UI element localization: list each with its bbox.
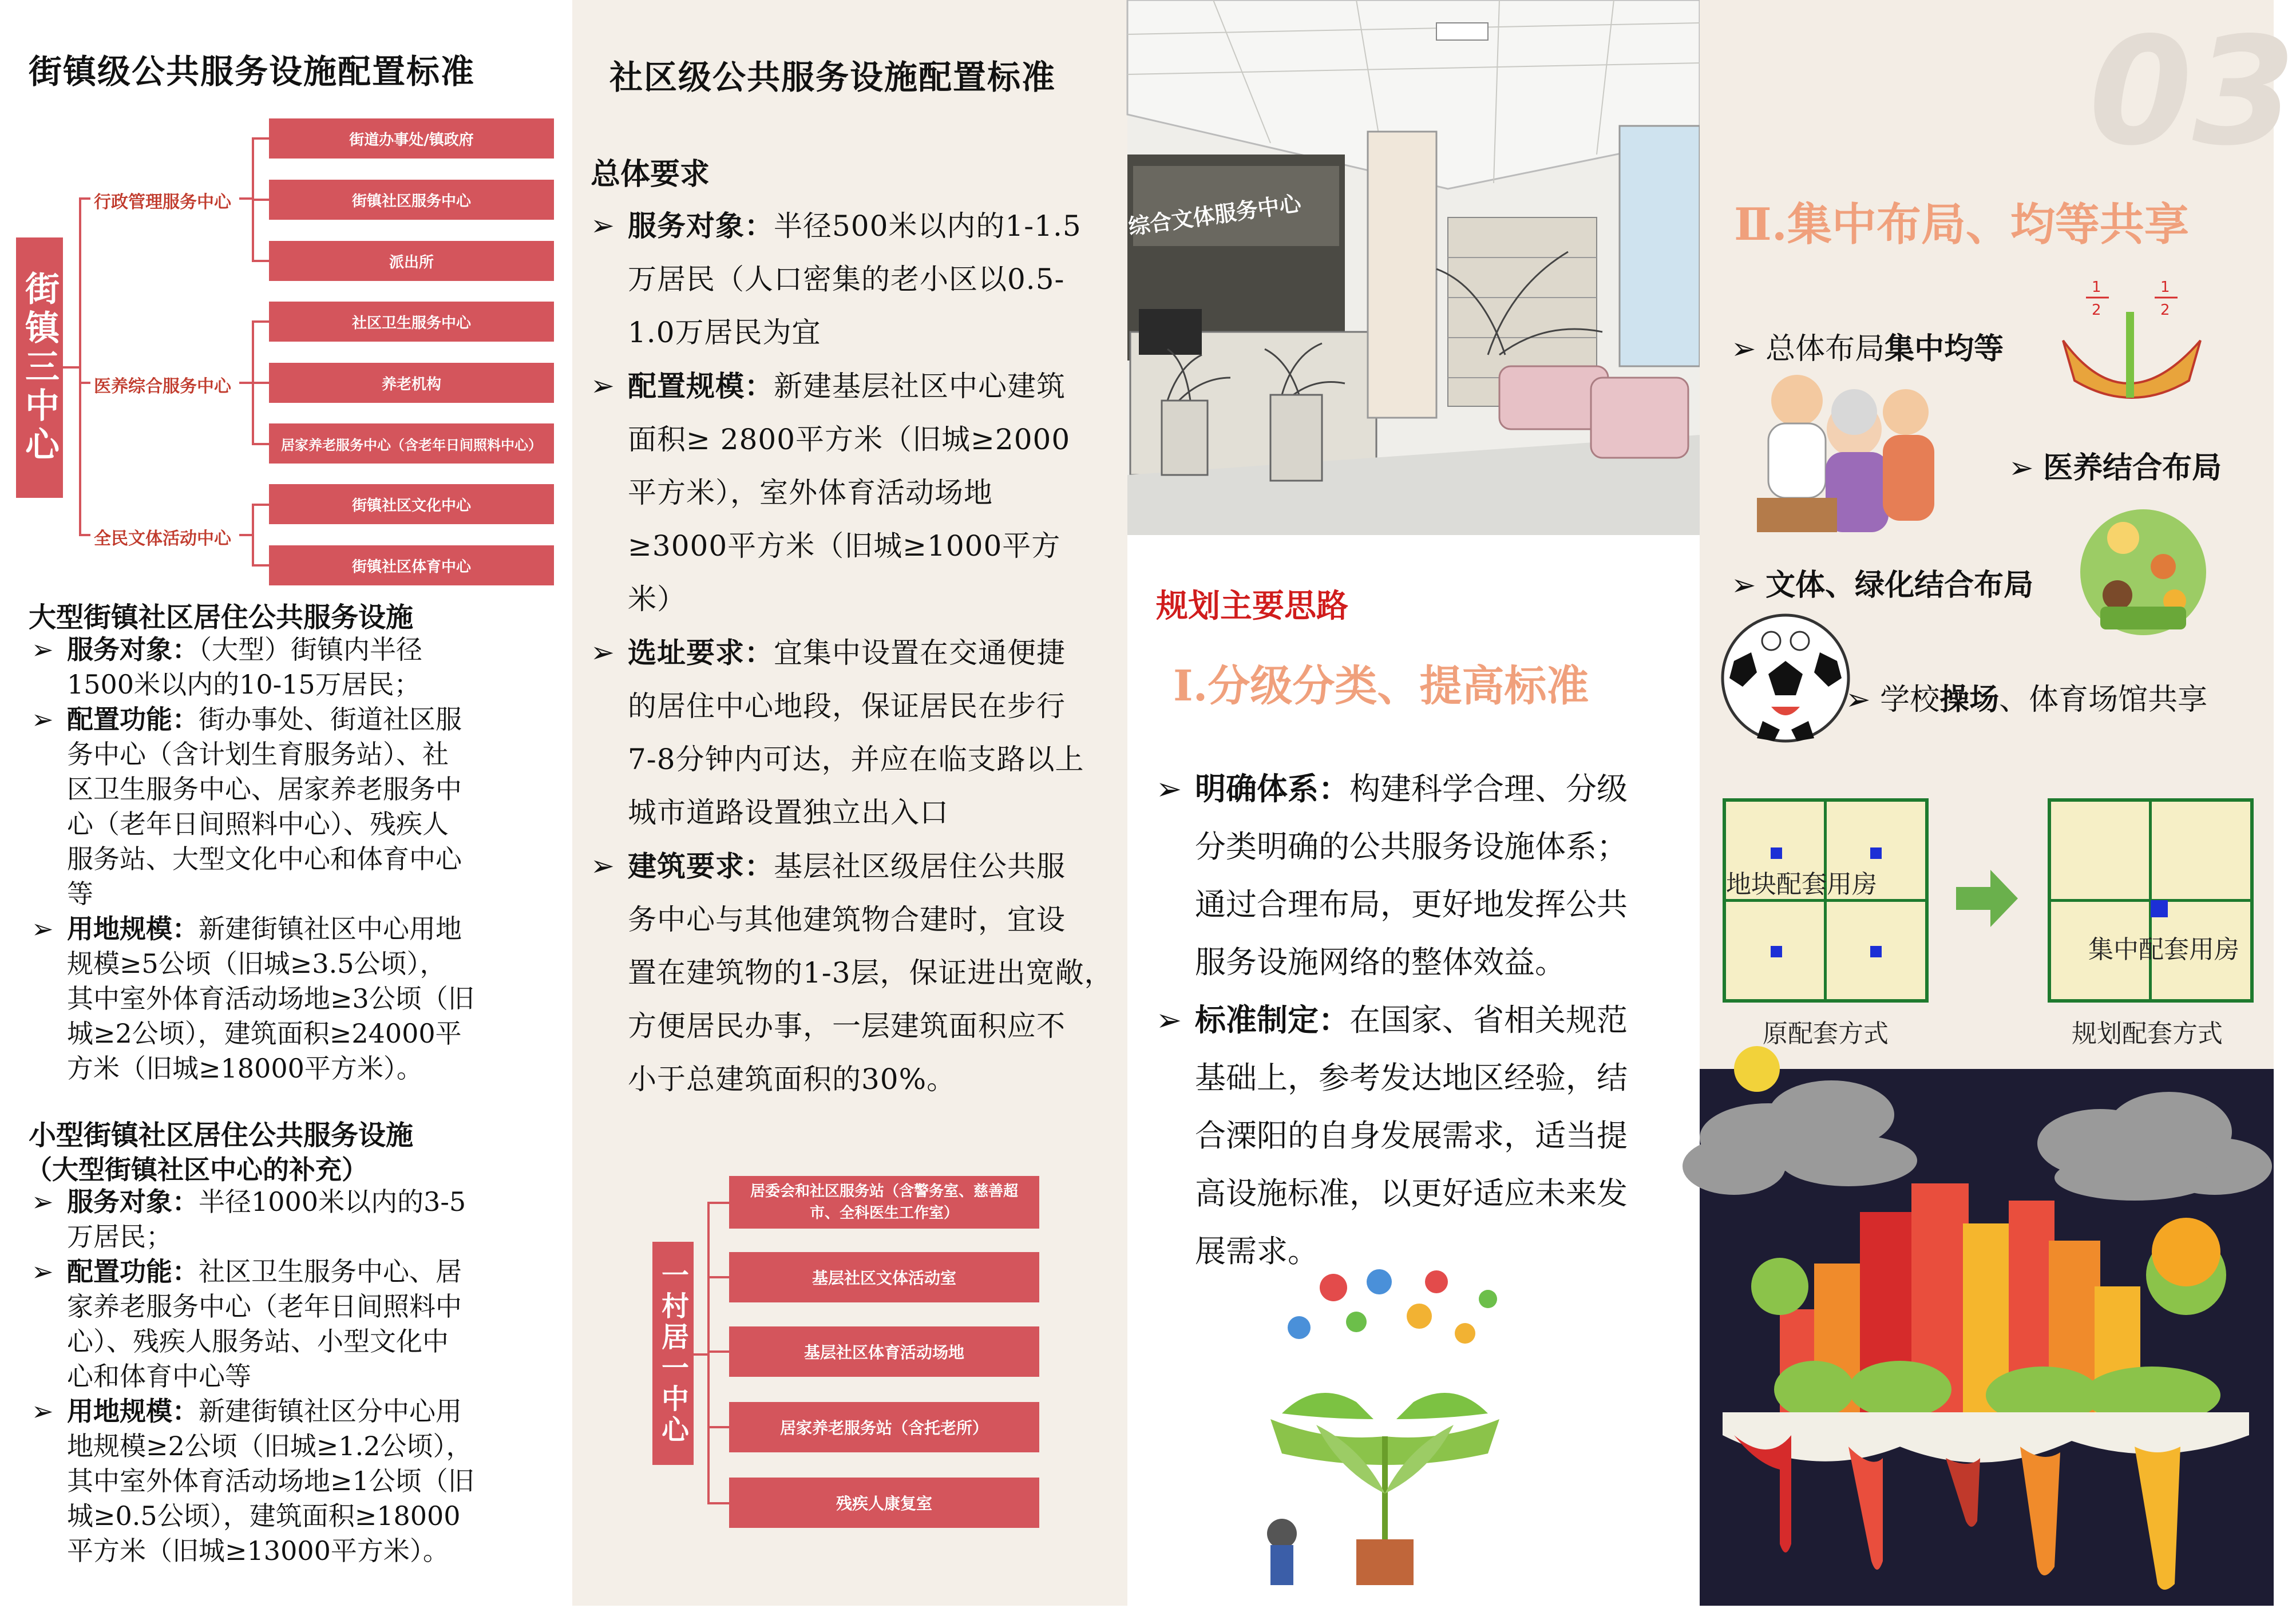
- building-marker: [1771, 847, 1782, 859]
- svg-text:2: 2: [2160, 302, 2170, 319]
- panel-community-standards: [572, 0, 1127, 1606]
- planning-bullets: [1156, 760, 1688, 1280]
- building-marker: [1870, 847, 1882, 859]
- section-number: 03: [2089, 6, 2296, 179]
- small-bullets: [31, 1185, 564, 1569]
- planning-heading: 规划主要思路: [1156, 587, 1348, 625]
- bullet-function: ➢ 配置功能：街办事处、街道社区服 务中心（含计划生育服务站）、社 区卫生服务中心、居家养老服务中 心（老年日间照料中心）、残疾人 服务站、大型文化中心和体育中心 等: [31, 702, 564, 912]
- svg-text:2: 2: [2092, 302, 2101, 319]
- category-medical: 医养综合服务中心: [90, 371, 235, 398]
- arrow-bullet-icon: ➢: [1156, 771, 1182, 807]
- town-item: 街镇社区体育中心: [269, 545, 554, 585]
- arrow-bullet-icon: ➢: [31, 1396, 54, 1427]
- planned-layout-grid: [2048, 798, 2254, 1003]
- soccer-ball-illustration: [1717, 607, 1854, 750]
- bullet-site-selection: ➢ 选址要求：宜集中设置在交通便捷 的居住中心地段，保证居民在步行 7-8分钟内可达，并应在临支路以上 城市道路设置独立出入口: [591, 626, 1123, 839]
- point-medical-care: ➢ 医养结合布局: [2009, 450, 2222, 485]
- panel-town-standards: [0, 0, 572, 1606]
- bullet-land-scale: ➢ 用地规模：新建街镇社区分中心用 地规模≥2公顷（旧城≥1.2公顷）， 其中室外体育活动场地≥1公顷（旧 城≥0.5公顷），建筑面积≥18000 平方米（旧城≥13000平方米）。: [31, 1394, 564, 1569]
- panel2-title: 社区级公共服务设施配置标准: [609, 58, 1056, 97]
- planning-subheading: Ⅰ.分级分类、提高标准: [1173, 662, 1589, 711]
- bullet-service-target: ➢ 服务对象：（大型）街镇内半径 1500米以内的10-15万居民；: [31, 632, 564, 702]
- arrow-bullet-icon: ➢: [1846, 683, 1881, 717]
- general-requirements-heading: 总体要求: [591, 157, 710, 192]
- community-bullets: [591, 199, 1123, 1106]
- service-center-photo: [1127, 0, 1700, 535]
- town-item: 街道办事处/镇政府: [269, 118, 554, 159]
- panel1-title: 街镇级公共服务设施配置标准: [29, 52, 476, 91]
- arrow-bullet-icon: ➢: [1731, 568, 1766, 603]
- bullet-service-target: ➢ 服务对象：半径500米以内的1-1.5 万居民（人口密集的老小区以0.5- 1.0万居民为宜: [591, 199, 1123, 359]
- svg-text:1: 1: [2160, 279, 2170, 296]
- town-item: 居家养老服务中心（含老年日间照料中心）: [269, 423, 554, 464]
- small-subheading: （大型街镇社区中心的补充）: [26, 1154, 368, 1185]
- bullet-service-target: ➢ 服务对象：半径1000米以内的3-5 万居民；: [31, 1185, 564, 1254]
- bullet-standard-making: ➢ 标准制定：在国家、省相关规范 基础上，参考发达地区经验，结 合溧阳的自身发展需求，适当提 高设施标准，以更好适应未来发 展需求。: [1156, 991, 1688, 1280]
- town-item: 派出所: [269, 241, 554, 281]
- town-item: 街镇社区服务中心: [269, 180, 554, 220]
- small-heading: 小型街镇社区居住公共服务设施: [29, 1119, 414, 1151]
- right-grid-label: 集中配套用房: [2088, 935, 2239, 964]
- arrow-bullet-icon: ➢: [591, 849, 615, 882]
- left-grid-label: 地块配套用房: [1726, 870, 1877, 899]
- bullet-config-scale: ➢ 配置规模：新建基层社区中心建筑 面积≥ 2800平方米（旧城≥2000 平方米），室外体育活动场地 ≥3000平方米（旧城≥1000平方 米）: [591, 359, 1123, 626]
- bullet-clear-system: ➢ 明确体系：构建科学合理、分级 分类明确的公共服务设施体系； 通过合理布局，更好地发挥公共 服务设施网络的整体效益。: [1156, 760, 1688, 991]
- panel-planning-ideas: [1127, 0, 1700, 1606]
- svg-text:1: 1: [2092, 279, 2101, 296]
- layout-heading: Ⅱ.集中布局、均等共享: [1734, 199, 2189, 251]
- fraction-illustration: [2057, 278, 2206, 403]
- community-item: 居家养老服务站（含托老所）: [729, 1402, 1039, 1452]
- category-admin: 行政管理服务中心: [90, 187, 235, 214]
- arrow-bullet-icon: ➢: [2009, 451, 2044, 485]
- arrow-bullet-icon: ➢: [31, 634, 54, 665]
- community-item: 基层社区体育活动场地: [729, 1326, 1039, 1377]
- hands-plant-illustration: [1248, 1265, 1522, 1591]
- left-caption: 原配套方式: [1763, 1019, 1889, 1048]
- category-culture: 全民文体活动中心: [90, 523, 235, 550]
- community-item: 基层社区文体活动室: [729, 1252, 1039, 1302]
- large-bullets: [31, 632, 564, 1086]
- bullet-land-scale: ➢ 用地规模：新建街镇社区中心用地 规模≥5公顷（旧城≥3.5公顷）， 其中室外体育活动场地≥3公顷（旧 城≥2公顷），建筑面积≥24000平 方米（旧城≥18000平方米）。: [31, 912, 564, 1086]
- point-school-share: ➢ 学校操场、体育场馆共享: [1846, 682, 2208, 717]
- elderly-care-illustration: [1745, 366, 1940, 544]
- point-equal-layout: ➢ 总体布局集中均等: [1731, 331, 2004, 366]
- town-item: 养老机构: [269, 363, 554, 403]
- photo-sign-text: 综合文体服务中心: [1126, 191, 1303, 240]
- central-building-marker: [2151, 900, 2168, 917]
- panel-layout-sharing: [1700, 0, 2296, 1606]
- town-item: 街镇社区文化中心: [269, 484, 554, 524]
- city-illustration: [1700, 1069, 2274, 1606]
- community-item: 残疾人康复室: [729, 1478, 1039, 1528]
- right-caption: 规划配套方式: [2072, 1019, 2223, 1048]
- community-root-box: 一村居一中心: [652, 1242, 694, 1465]
- bullet-building-requirements: ➢ 建筑要求：基层社区级居住公共服 务中心与其他建筑物合建时，宜设 置在建筑物的1-3层，保证进出宽敞， 方便居民办事，一层建筑面积应不 小于总建筑面积的30%。: [591, 839, 1123, 1106]
- arrow-bullet-icon: ➢: [31, 704, 54, 735]
- kids-playing-illustration: [2077, 504, 2209, 641]
- arrow-bullet-icon: ➢: [31, 1186, 54, 1217]
- building-marker: [1771, 946, 1782, 957]
- arrow-bullet-icon: ➢: [31, 913, 54, 944]
- bullet-function: ➢ 配置功能：社区卫生服务中心、居 家养老服务中心（老年日间照料中 心）、残疾人服务站、小型文化中 心和体育中心等: [31, 1254, 564, 1394]
- town-item: 社区卫生服务中心: [269, 302, 554, 342]
- arrow-bullet-icon: ➢: [31, 1256, 54, 1287]
- arrow-bullet-icon: ➢: [591, 369, 615, 402]
- community-item: 居委会和社区服务站（含警务室、慈善超市、全科医生工作室）: [729, 1176, 1039, 1229]
- building-marker: [1870, 946, 1882, 957]
- arrow-bullet-icon: ➢: [591, 209, 615, 242]
- town-root-box: 街镇三中心: [16, 237, 63, 498]
- original-layout-grid: [1723, 798, 1929, 1003]
- large-heading: 大型街镇社区居住公共服务设施: [29, 601, 414, 633]
- arrow-bullet-icon: ➢: [1731, 332, 1766, 366]
- point-culture-green: ➢ 文体、绿化结合布局: [1731, 568, 2034, 603]
- arrow-bullet-icon: ➢: [591, 636, 615, 669]
- right-arrow-icon: [1956, 870, 2019, 927]
- arrow-bullet-icon: ➢: [1156, 1002, 1182, 1038]
